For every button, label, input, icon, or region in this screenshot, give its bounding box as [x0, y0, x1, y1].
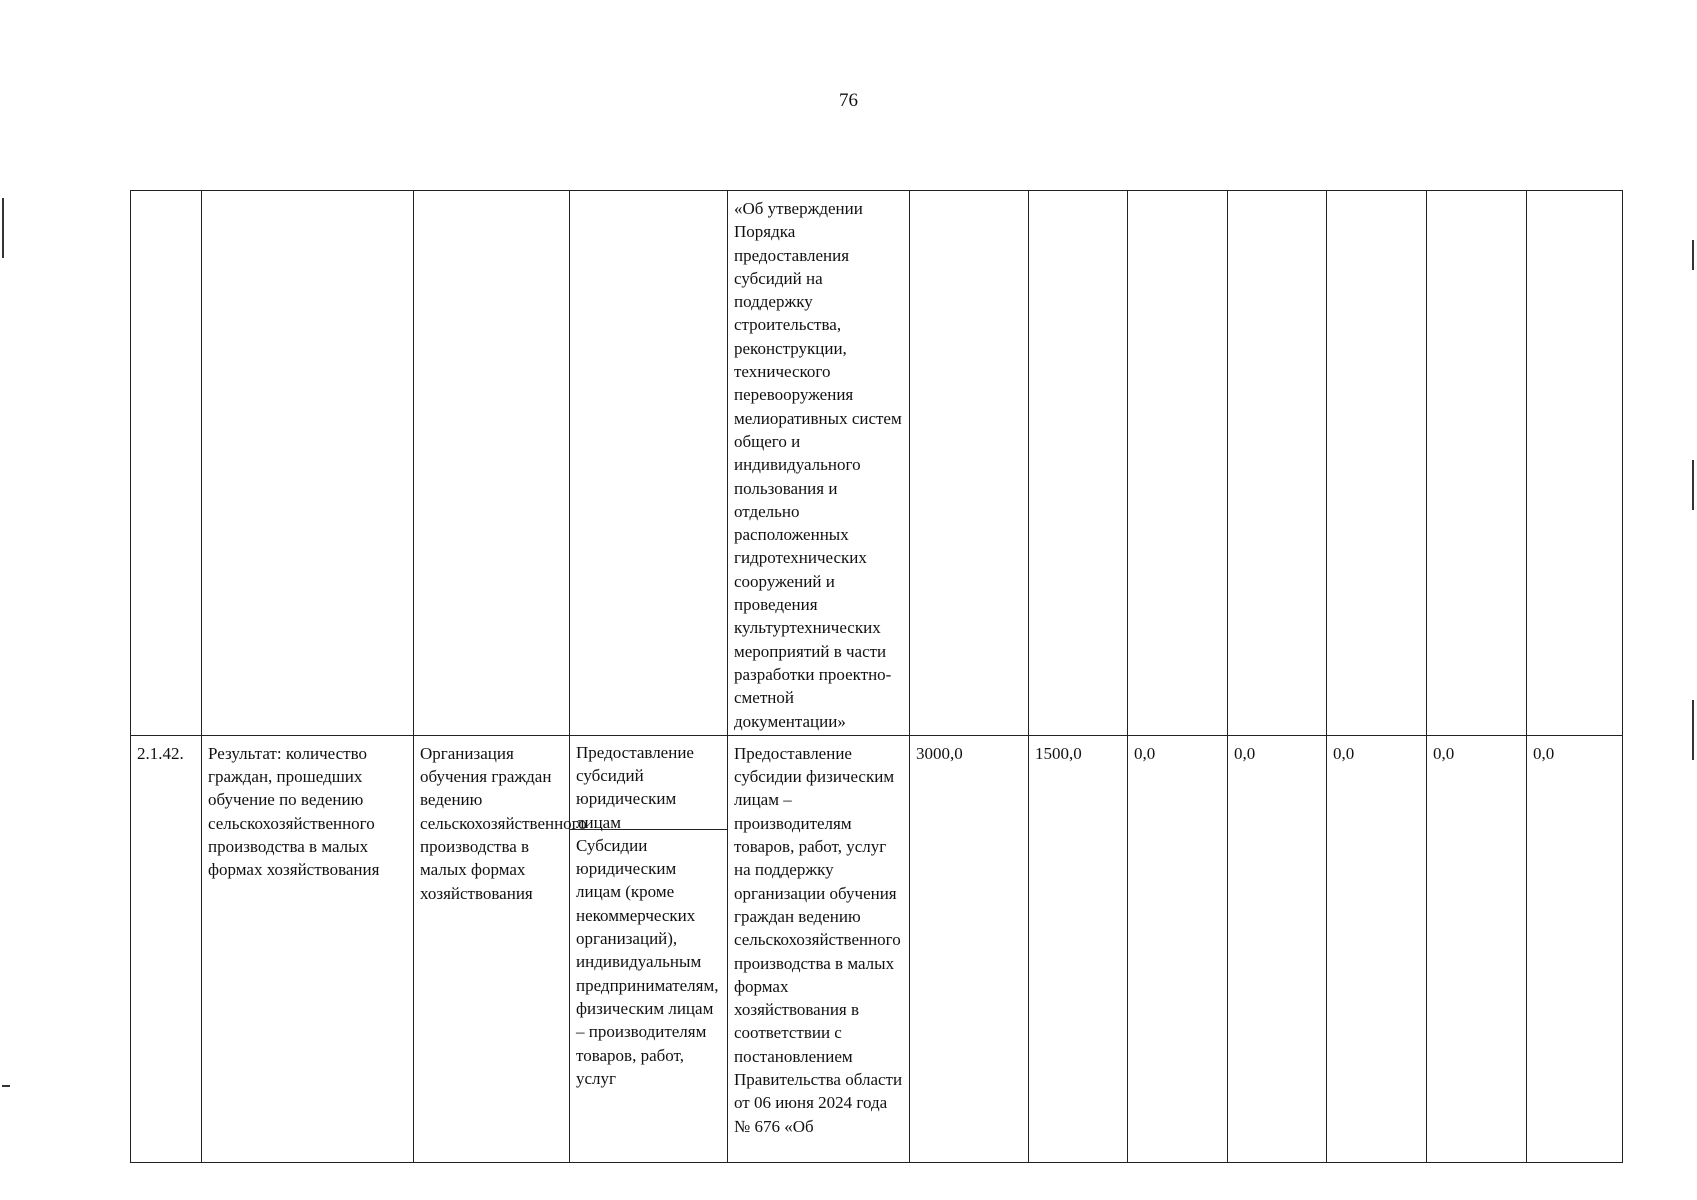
cell-value-empty — [1128, 191, 1228, 736]
cell-value-4: 0,0 — [1228, 735, 1327, 1162]
cell-value-empty — [1527, 191, 1623, 736]
cell-value-2: 1500,0 — [1029, 735, 1128, 1162]
scan-edge-mark — [1692, 240, 1694, 270]
cell-value-6: 0,0 — [1427, 735, 1527, 1162]
cell-value-5: 0,0 — [1327, 735, 1427, 1162]
scan-edge-mark — [2, 198, 4, 258]
cell-value-total: 3000,0 — [910, 735, 1029, 1162]
cell-mechanism — [570, 735, 728, 1162]
cell-mechanism-empty — [570, 191, 728, 736]
cell-result: Результат: количество граждан, прошедших обучение по ведению сельскохозяйственного производства в малых формах хозяйствования — [202, 735, 414, 1162]
cell-description: Предоставление субсидии физическим лицам – производителям товаров, работ, услуг на поддержку организации обучения граждан ведению сельскохозяйственного производства в малых формах хозяйствования в соответствии с постановлением Правительства области от 06 июня 2024 года № 676 «Об — [728, 735, 910, 1162]
scan-edge-mark — [2, 1085, 10, 1087]
cell-value-empty — [1327, 191, 1427, 736]
scan-edge-mark — [1692, 700, 1694, 760]
table-row-continuation — [131, 191, 1623, 736]
cell-number-empty — [131, 191, 202, 736]
page-number: 76 — [839, 90, 858, 111]
mechanism-top: Предоставление субсидий юридическим лицам — [570, 736, 727, 830]
table-row-2-1-42 — [131, 735, 1623, 1162]
cell-event: Организация обучения граждан ведению сельскохозяйственного производства в малых формах хозяйствования — [414, 735, 570, 1162]
cell-event-empty — [414, 191, 570, 736]
cell-value-empty — [1228, 191, 1327, 736]
cell-value-empty — [910, 191, 1029, 736]
cell-legal-basis: «Об утверждении Порядка предоставления субсидий на поддержку строительства, реконструкции, технического перевооружения мелиоративных систем общего и индивидуального пользования и отдельно расположенных гидротехнических сооружений и проведения культуртехнических мероприятий в части разработки проектно-сметной документации» — [728, 191, 910, 736]
cell-value-empty — [1029, 191, 1128, 736]
cell-value-empty — [1427, 191, 1527, 736]
mechanism-bottom: Субсидии юридическим лицам (кроме некоммерческих организаций), индивидуальным предпринимателям, физическим лицам – производителям товаров, работ, услуг — [576, 835, 719, 1088]
cell-value-7: 0,0 — [1527, 735, 1623, 1162]
cell-result-empty — [202, 191, 414, 736]
scan-edge-mark — [1692, 460, 1694, 510]
cell-item-number: 2.1.42. — [131, 735, 202, 1162]
budget-table — [130, 190, 1623, 1163]
cell-value-3: 0,0 — [1128, 735, 1228, 1162]
